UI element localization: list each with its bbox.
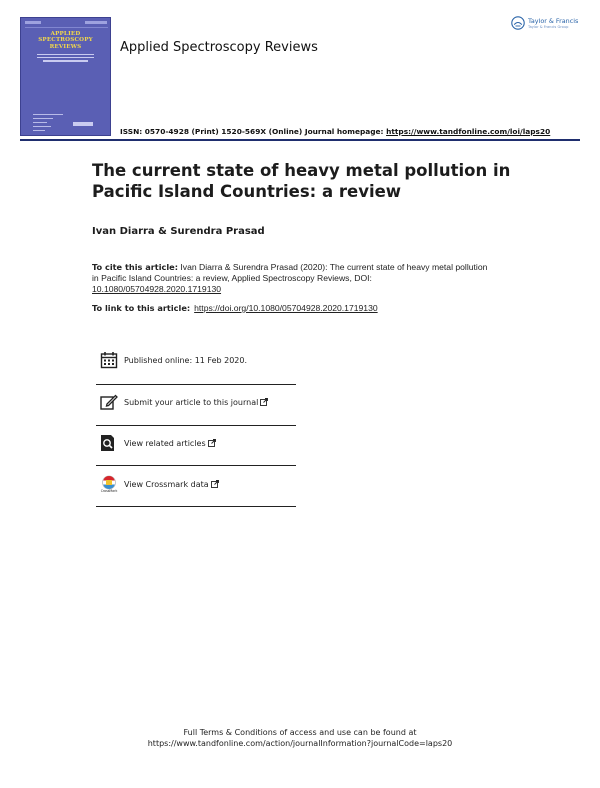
external-link-icon (208, 439, 216, 447)
submit-article-row[interactable] (96, 387, 296, 427)
published-online-text: Published online: 11 Feb 2020. (124, 356, 248, 365)
footer-terms (0, 727, 600, 749)
article-authors: Ivan Diarra & Surendra Prasad (92, 226, 265, 237)
calendar-icon (100, 351, 118, 369)
citation-doi-link[interactable]: 10.1080/05704928.2020.1719130 (92, 283, 222, 294)
crossmark-icon (100, 475, 118, 493)
cover-top-strip (25, 21, 108, 28)
citation-text: Ivan Diarra & Surendra Prasad (2020): The current state of heavy metal pollution in Pacific Island Countries: a review, Applied Spectroscopy Reviews, DOI: (92, 262, 488, 283)
crossmark-badge-text: CrossMark (100, 489, 118, 493)
external-link-icon (211, 480, 219, 488)
issn-line (120, 127, 550, 136)
info-divider (96, 506, 296, 507)
issn-text: ISSN: 0570-4928 (Print) 1520-569X (Online) Journal homepage: (120, 127, 387, 136)
publisher-name: Taylor & Francis (528, 17, 579, 25)
info-divider (96, 384, 296, 385)
citation-block (92, 262, 492, 294)
footer-terms-link[interactable]: https://www.tandfonline.com/action/journalInformation?journalCode=laps20 (147, 739, 453, 748)
journal-homepage-link[interactable]: https://www.tandfonline.com/loi/laps20 (386, 127, 551, 136)
citation-label: To cite this article: (92, 262, 178, 272)
submit-article-link[interactable]: Submit your article to this journal (124, 398, 268, 407)
journal-cover-image (20, 17, 111, 136)
article-doi-url-link[interactable]: https://doi.org/10.1080/05704928.2020.1719130 (194, 303, 378, 313)
info-divider (96, 465, 296, 466)
cover-contents-lines (33, 114, 63, 134)
cover-publisher-logo (73, 122, 93, 126)
view-crossmark-link[interactable]: View Crossmark data (124, 480, 219, 489)
published-online-row (96, 345, 296, 385)
article-link-label: To link to this article: (92, 303, 191, 313)
journal-name[interactable]: Applied Spectroscopy Reviews (120, 40, 318, 55)
footer-terms-text: Full Terms & Conditions of access and use can be found at (183, 728, 417, 737)
related-articles-row[interactable] (96, 428, 296, 468)
taylor-francis-logo-icon (511, 16, 525, 30)
external-link-icon (260, 398, 268, 406)
article-link-row (92, 303, 378, 314)
header-divider (20, 139, 580, 141)
view-related-articles-link[interactable]: View related articles (124, 439, 216, 448)
article-title: The current state of heavy metal pollution in Pacific Island Countries: a review (92, 161, 511, 201)
cover-subtitle-lines (37, 54, 94, 64)
cover-title: APPLIED SPECTROSCOPY REVIEWS (38, 31, 93, 50)
crossmark-row[interactable] (96, 469, 296, 509)
publisher-tagline: Taylor & Francis Group (528, 25, 569, 29)
search-document-icon (100, 434, 118, 452)
edit-document-icon (100, 393, 118, 411)
info-divider (96, 425, 296, 426)
